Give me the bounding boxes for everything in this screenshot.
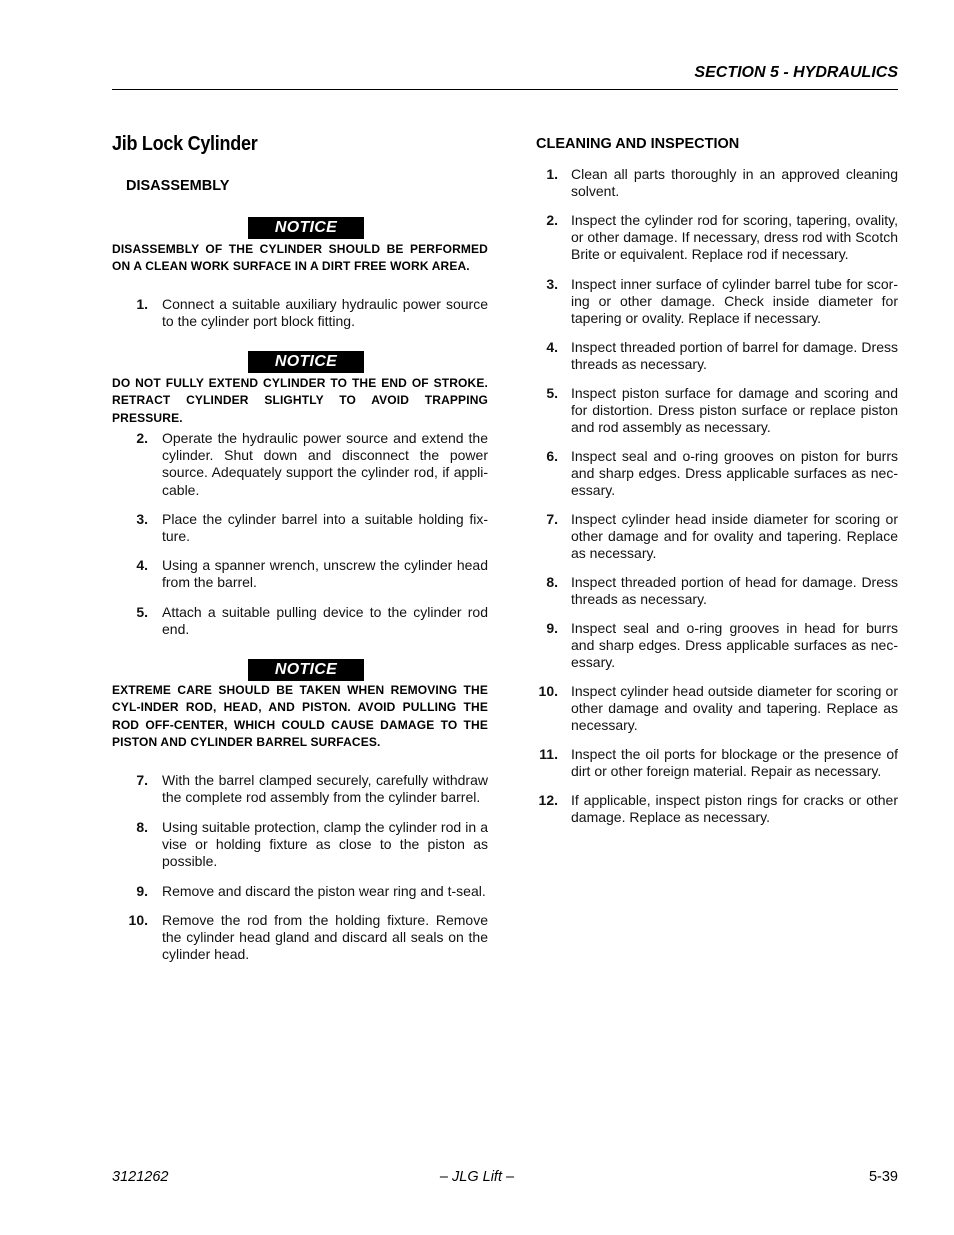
step-number: 8. xyxy=(136,819,148,835)
step-number: 2. xyxy=(136,430,148,446)
step-number: 3. xyxy=(136,511,148,527)
notice-badge-2: NOTICE xyxy=(248,351,364,373)
step-text: Inspect inner surface of cylinder barrel tube for scor-ing or other damage. Check inside diameter for tapering or ovality. Replace if necessary. xyxy=(571,276,898,327)
step-text: Inspect the oil ports for blockage or the presence of dirt or other foreign material. Repair as necessary. xyxy=(571,746,898,780)
step-text: Using suitable protection, clamp the cylinder rod in a vise or holding fixture as close to the piston as possible. xyxy=(162,819,488,870)
step-number: 5. xyxy=(136,604,148,620)
notice-badge-3: NOTICE xyxy=(248,659,364,681)
step-text: Inspect threaded portion of barrel for damage. Dress threads as necessary. xyxy=(571,339,898,373)
step-number: 4. xyxy=(546,339,558,355)
step-number: 5. xyxy=(546,385,558,401)
notice-badge-1: NOTICE xyxy=(248,217,364,239)
step-number: 12. xyxy=(538,792,558,808)
step-text: Using a spanner wrench, unscrew the cylinder head from the barrel. xyxy=(162,557,488,591)
notice-text-3: EXTREME CARE SHOULD BE TAKEN WHEN REMOVING THE CYL-INDER ROD, HEAD, AND PISTON. AVOID PULLING THE ROD OFF-CENTER, WHICH COULD CAUSE DAMAGE TO THE PISTON AND CYLINDER BARREL SURFACES. xyxy=(112,683,488,749)
step-number: 1. xyxy=(546,166,558,182)
step-text: Inspect cylinder head inside diameter for scoring or other damage and for ovality and tapering. Replace as necessary. xyxy=(571,511,898,562)
step-number: 10. xyxy=(538,683,558,699)
section-header: SECTION 5 - HYDRAULICS xyxy=(694,64,898,81)
step-text: Place the cylinder barrel into a suitable holding fix-ture. xyxy=(162,511,488,545)
step-text: Inspect piston surface for damage and scoring and for distortion. Dress piston surface or replace piston and rod assembly as necessary. xyxy=(571,385,898,436)
step-number: 7. xyxy=(546,511,558,527)
notice-text-1: DISASSEMBLY OF THE CYLINDER SHOULD BE PERFORMED ON A CLEAN WORK SURFACE IN A DIRT FREE WORK AREA. xyxy=(112,242,488,274)
step-text: Clean all parts thoroughly in an approved cleaning solvent. xyxy=(571,166,898,200)
step-text: Attach a suitable pulling device to the cylinder rod end. xyxy=(162,604,488,638)
step-number: 6. xyxy=(546,448,558,464)
step-text: Inspect seal and o-ring grooves in head for burrs and sharp edges. Dress applicable surfaces as nec-essary. xyxy=(571,620,898,671)
step-text: Inspect threaded portion of head for damage. Dress threads as necessary. xyxy=(571,574,898,608)
step-number: 11. xyxy=(539,746,558,762)
step-text: Connect a suitable auxiliary hydraulic power source to the cylinder port block fitting. xyxy=(162,296,488,330)
disassembly-heading: DISASSEMBLY xyxy=(126,178,230,194)
step-number: 9. xyxy=(136,883,148,899)
footer-brand: – JLG Lift – xyxy=(439,1169,515,1185)
step-number: 10. xyxy=(128,912,148,928)
step-text: If applicable, inspect piston rings for cracks or other damage. Replace as necessary. xyxy=(571,792,898,826)
step-text: Inspect seal and o-ring grooves on piston for burrs and sharp edges. Dress applicable surfaces as nec-essary. xyxy=(571,448,898,499)
step-number: 3. xyxy=(546,276,558,292)
step-number: 2. xyxy=(546,212,558,228)
step-number: 7. xyxy=(136,772,148,788)
step-number: 1. xyxy=(136,296,148,312)
notice-text-2: DO NOT FULLY EXTEND CYLINDER TO THE END OF STROKE. RETRACT CYLINDER SLIGHTLY TO AVOID TRAPPING PRESSURE. xyxy=(112,376,488,425)
step-number: 9. xyxy=(546,620,558,636)
step-number: 4. xyxy=(136,557,148,573)
document-number: 3121262 xyxy=(112,1169,169,1185)
page-number: 5-39 xyxy=(868,1169,898,1185)
step-text: Remove the rod from the holding fixture. Remove the cylinder head gland and discard all seals on the cylinder head. xyxy=(162,912,488,963)
step-text: Inspect the cylinder rod for scoring, tapering, ovality, or other damage. If necessary, dress rod with Scotch Brite or equivalent. Replace rod if necessary. xyxy=(571,212,898,263)
cleaning-heading: CLEANING AND INSPECTION xyxy=(536,136,740,152)
page-title: Jib Lock Cylinder xyxy=(112,133,258,155)
step-text: Operate the hydraulic power source and extend the cylinder. Shut down and disconnect the power source. Adequately support the cylinder rod, if appli-cable. xyxy=(162,430,488,498)
step-text: With the barrel clamped securely, carefully withdraw the complete rod assembly from the cylinder barrel. xyxy=(162,772,488,806)
step-text: Inspect cylinder head outside diameter for scoring or other damage and ovality and tapering. Replace as necessary. xyxy=(571,683,898,734)
step-number: 8. xyxy=(546,574,558,590)
header-rule xyxy=(112,89,898,90)
step-text: Remove and discard the piston wear ring and t-seal. xyxy=(162,883,486,899)
